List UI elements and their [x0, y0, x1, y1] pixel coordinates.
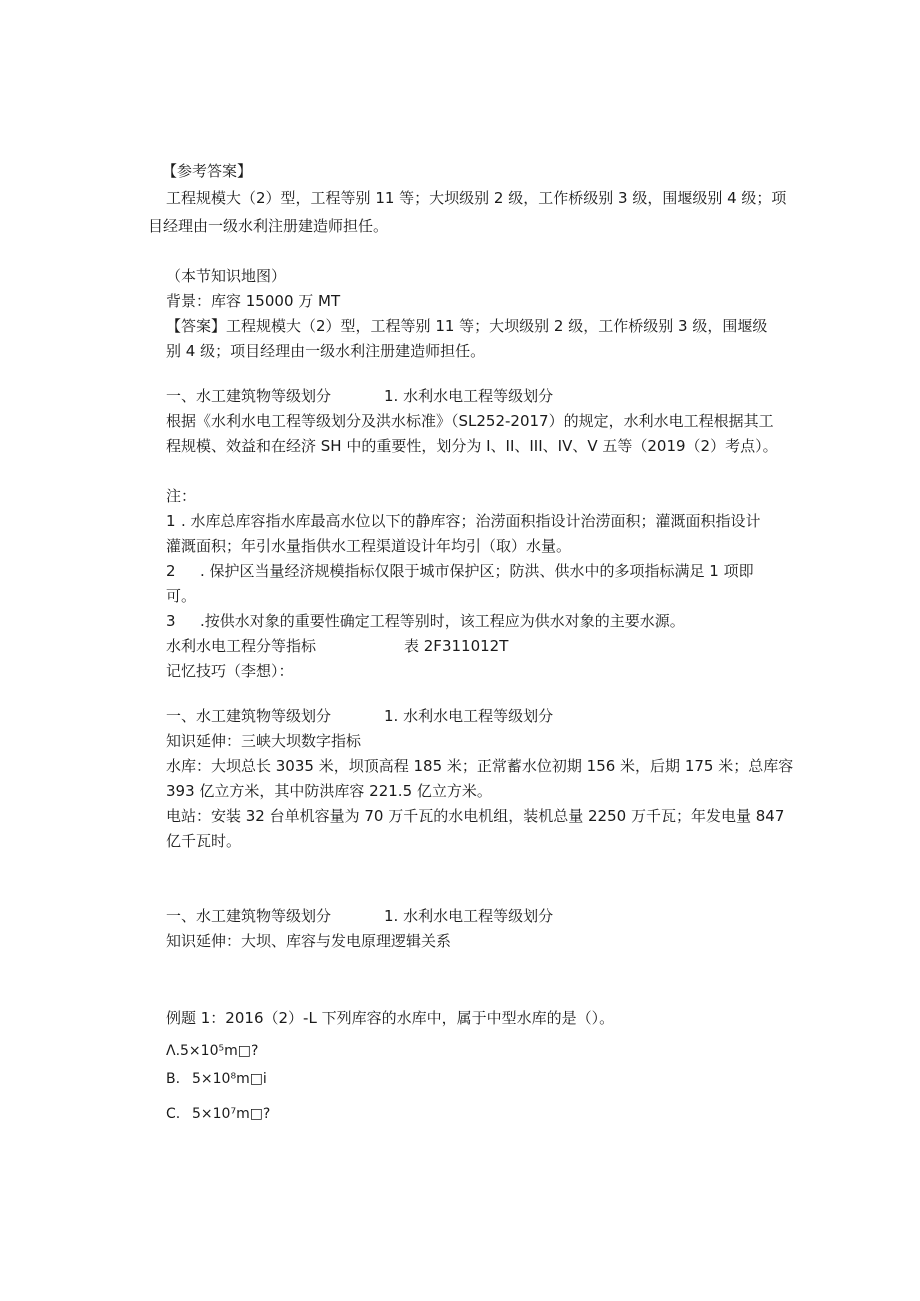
section-c-extension: 知识延伸：大坝、库容与发电原理逻辑关系	[166, 932, 452, 950]
knowledge-map-heading: （本节知识地图）	[166, 267, 287, 285]
background-line: 背景：库容 15000 万 MT	[166, 292, 341, 310]
note-1-line-2: 灌溉面积；年引水量指供水工程渠道设计年均引（取）水量。	[166, 537, 572, 555]
option-c-text: 5×10⁷m□?	[192, 1106, 271, 1122]
note-2-line-1: . 保护区当量经济规模指标仅限于城市保护区；防洪、供水中的多项指标满足 1 项即	[200, 562, 754, 580]
section-b-left: 一、水工建筑物等级划分	[166, 707, 332, 725]
section-c-right: 1. 水利水电工程等级划分	[384, 907, 554, 925]
note-1-number: 1	[166, 512, 176, 530]
section-a-right: 1. 水利水电工程等级划分	[384, 387, 554, 405]
section-a-left: 一、水工建筑物等级划分	[166, 387, 332, 405]
ref-answer-line-1: 工程规模大（2）型，工程等别 11 等；大坝级别 2 级，工作桥级别 3 级，围堰级别 4 级；项	[166, 189, 787, 207]
note-3-line-1: .按供水对象的重要性确定工程等别时，该工程应为供水对象的主要水源。	[200, 612, 685, 630]
answer-line-2: 别 4 级；项目经理由一级水利注册建造师担任。	[166, 342, 486, 360]
notes-label: 注：	[166, 487, 197, 505]
power-line-2: 亿千瓦时。	[166, 832, 242, 850]
option-a: Λ.5×10⁵m□?	[166, 1043, 259, 1059]
ref-answer-line-2: 目经理由一级水利注册建造师担任。	[148, 217, 389, 235]
option-b-text: 5×10⁸m□i	[192, 1071, 267, 1087]
example-question: 例题 1：2016（2）-L 下列库容的水库中，属于中型水库的是（）。	[166, 1009, 615, 1027]
note-1-line-1: . 水库总库容指水库最高水位以下的静库容；治涝面积指设计治涝面积；灌溉面积指设计	[181, 512, 761, 530]
reservoir-line-1: 水库：大坝总长 3035 米，坝顶高程 185 米；正常蓄水位初期 156 米，后期 175 米；总库容	[166, 757, 794, 775]
note-3-number: 3	[166, 612, 176, 630]
section-a-paragraph-1: 根据《水利水电工程等级划分及洪水标准》（SL252-2017）的规定，水利水电工程根据其工	[166, 412, 774, 430]
option-c-label: C.	[166, 1106, 181, 1122]
power-line-1: 电站：安装 32 台单机容量为 70 万千瓦的水电机组，装机总量 2250 万千瓦；年发电量 847	[166, 807, 785, 825]
table-caption-number: 表 2F311012T	[404, 637, 509, 655]
ref-answer-heading: 【参考答案】	[162, 162, 253, 180]
option-b-label: B.	[166, 1071, 181, 1087]
reservoir-line-2: 393 亿立方米，其中防洪库容 221.5 亿立方米。	[166, 782, 492, 800]
section-a-paragraph-2: 程规模、效益和在经济 SH 中的重要性，划分为 I、II、III、IV、V 五等（2019（2）考点）。	[166, 437, 778, 455]
section-c-left: 一、水工建筑物等级划分	[166, 907, 332, 925]
note-2-number: 2	[166, 562, 176, 580]
table-caption-title: 水利水电工程分等指标	[166, 637, 317, 655]
note-2-line-2: 可。	[166, 587, 197, 605]
section-b-right: 1. 水利水电工程等级划分	[384, 707, 554, 725]
section-b-extension: 知识延伸：三峡大坝数字指标	[166, 732, 362, 750]
memory-tip: 记忆技巧（李想）：	[166, 662, 294, 680]
answer-line-1: 【答案】工程规模大（2）型，工程等别 11 等；大坝级别 2 级，工作桥级别 3 级，围堰级	[166, 317, 768, 335]
